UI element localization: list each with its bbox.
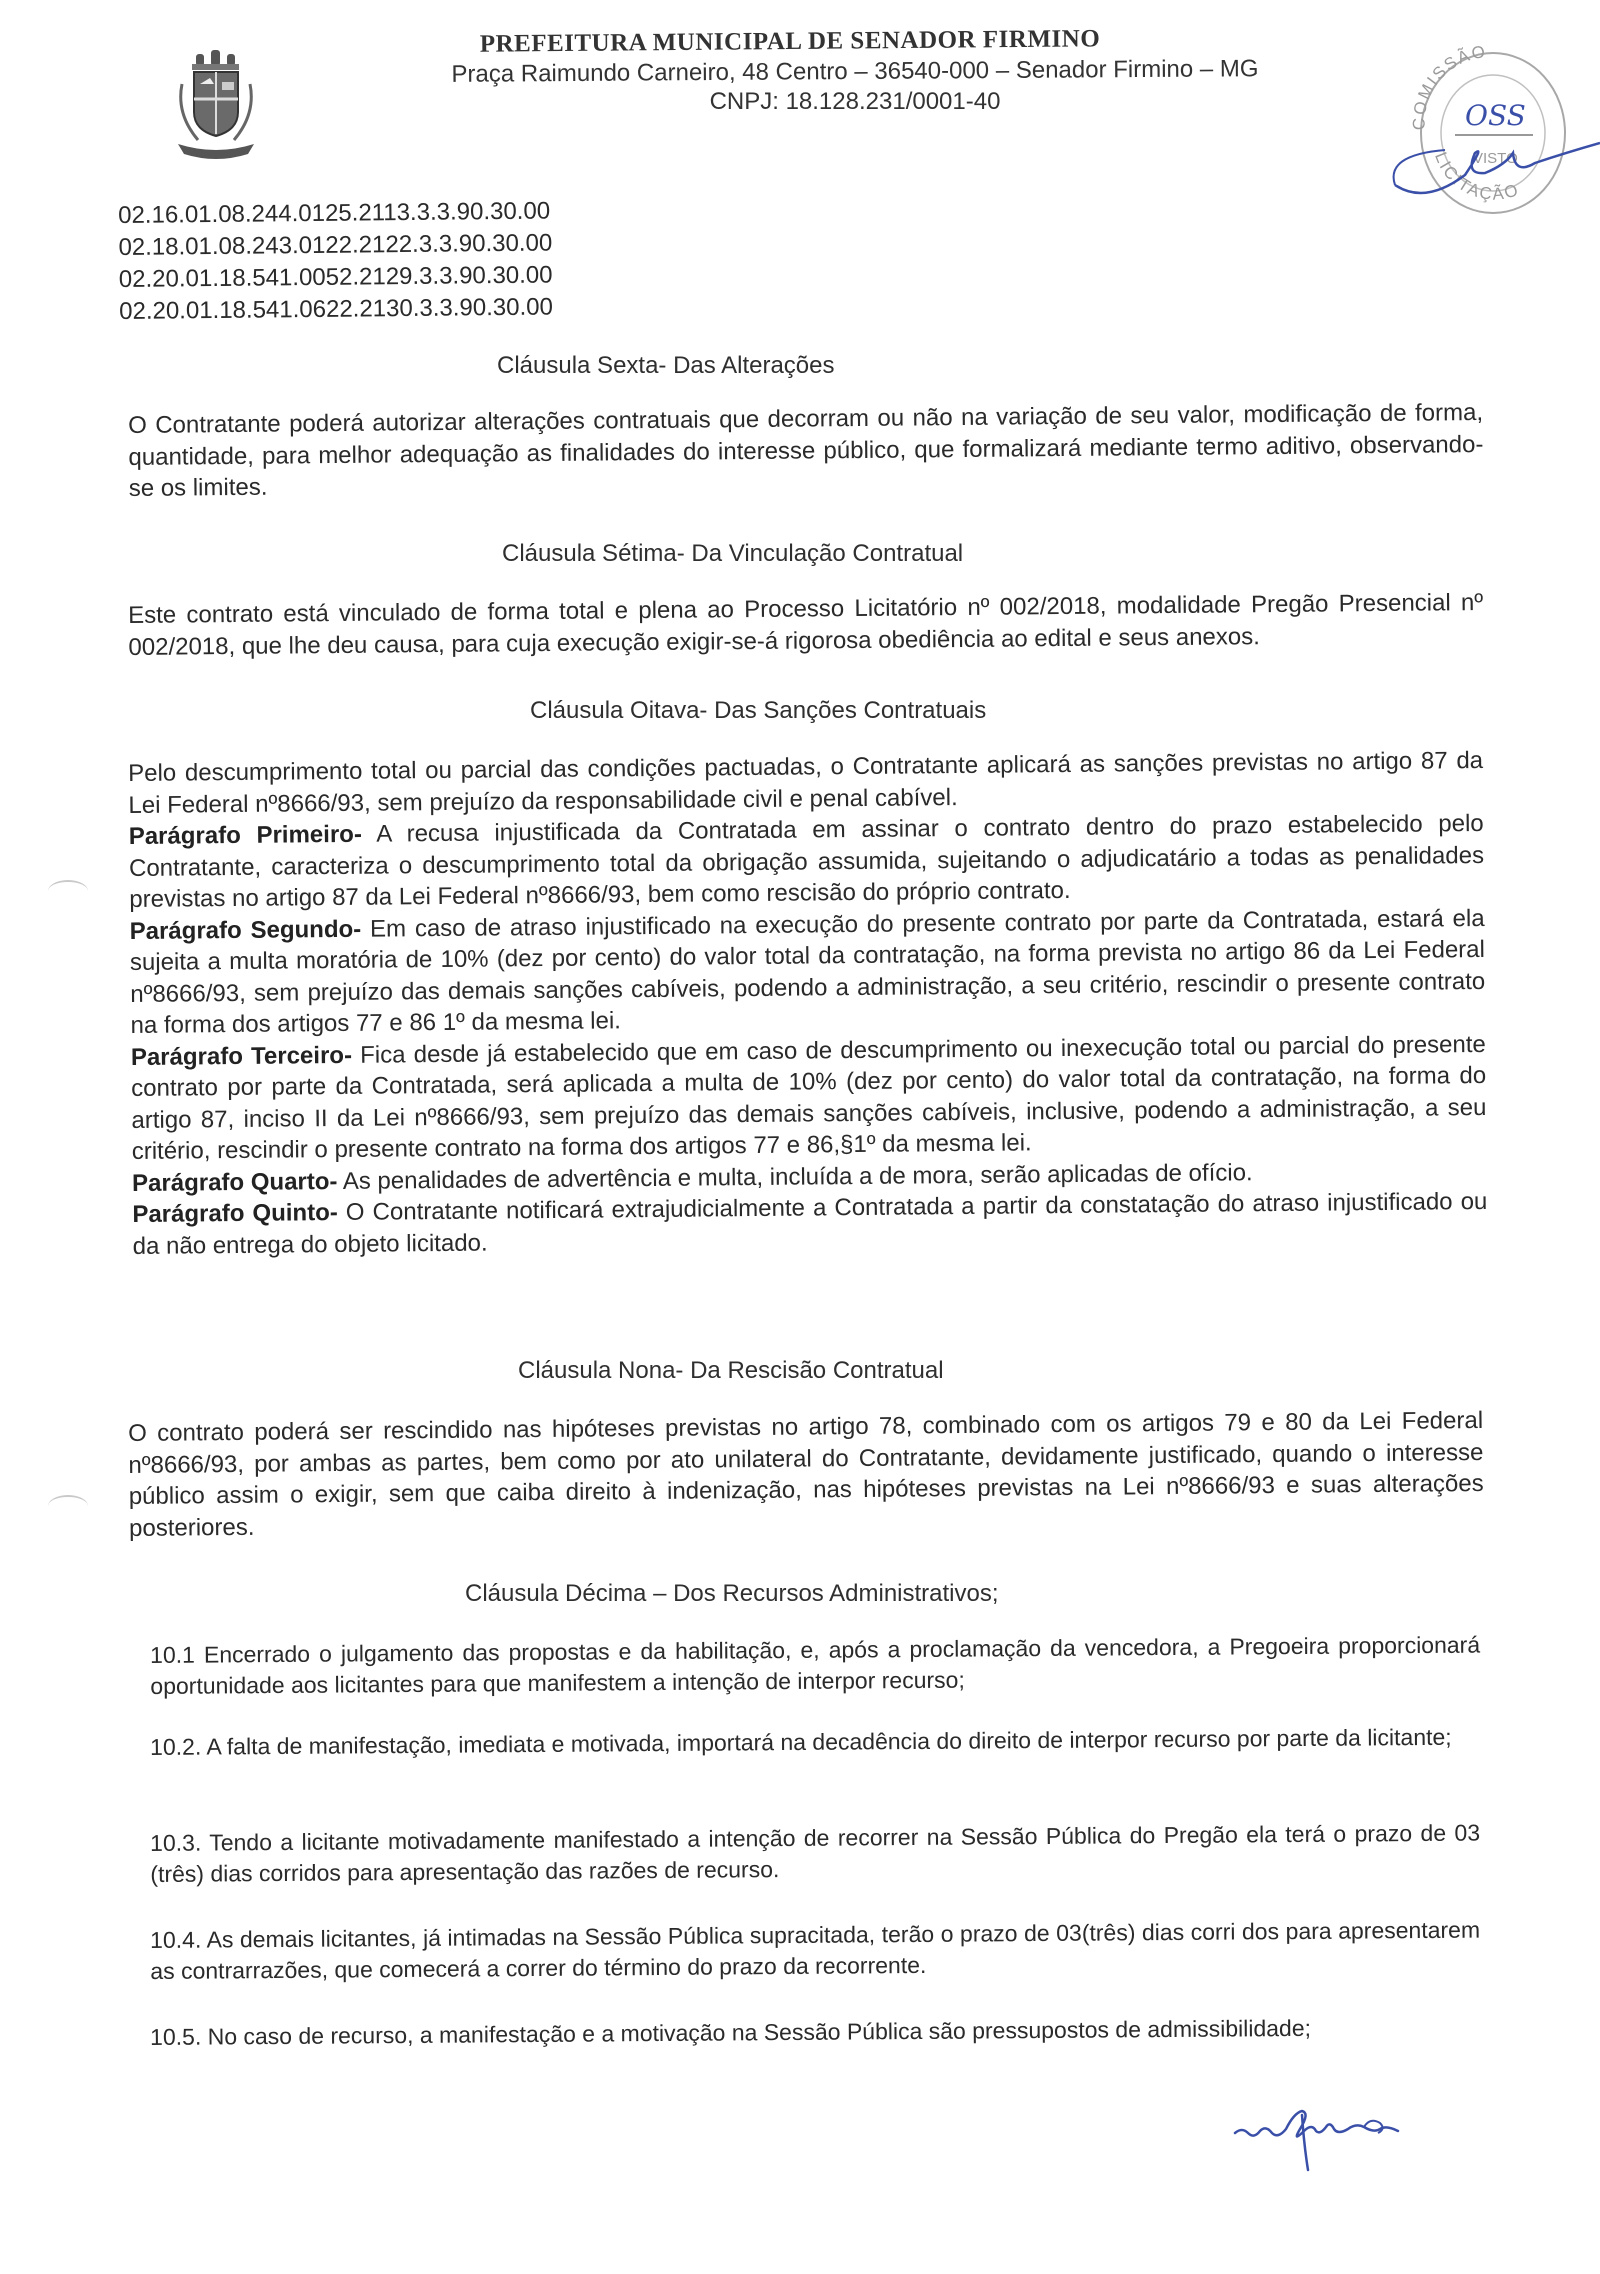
punch-hole-mark — [48, 1495, 88, 1517]
paragraph-segundo: Parágrafo Segundo- Em caso de atraso injustificado na execução do presente contrato por parte da Contratada, estará ela sujeita a multa moratória de 10% (dez por cento) do valor total da contratação, na forma prevista no artigo 86 da Lei Federal nº8666/93, sem prejuízo das demais sanções cabíveis, podendo a administração, a seu critério, rescindir o presente contrato na forma dos artigos 77 e 86 1º da mesma lei. — [129, 904, 1486, 1039]
municipality-cnpj: CNPJ: 18.128.231/0001-40 — [709, 88, 1001, 115]
budget-code: 02.20.01.18.541.0052.2129.3.3.90.30.00 — [118, 261, 553, 293]
paragraph-quarto: Parágrafo Quarto- As penalidades de advertência e multa, incluída a de mora, serão aplicadas de ofício. — [131, 1158, 1253, 1197]
budget-codes — [118, 195, 553, 328]
commission-stamp — [1385, 35, 1600, 220]
clause-10-item: 10.2. A falta de manifestação, imediata e motivada, importará na decadência do direito de interpor recurso por parte da licitante; — [150, 1723, 1452, 1760]
paragraph-label: Parágrafo Segundo- — [129, 915, 362, 945]
clause-6-text: O Contratante poderá autorizar alterações contratuais que decorram ou não na variação de seu valor, modificação de forma, quantidade, para melhor adequação as finalidades do interesse público, que formalizará mediante termo aditivo, observando-se os limites. — [128, 398, 1484, 502]
stamp-top-text: COMISSÃO — [1409, 41, 1489, 131]
stamp-bottom-text: LICITAÇÃO — [1431, 149, 1523, 204]
letterhead — [380, 25, 1330, 116]
clause-10-item: 10.4. As demais licitantes, já intimadas na Sessão Pública supracitada, terão o prazo de 03(três) dias corri dos para apresentarem as contrarrazões, que comecerá a correr do término do prazo da recorrente. — [150, 1916, 1481, 1984]
clause-10-item: 10.1 Encerrado o julgamento das propostas e da habilitação, e, após a proclamação da vencedora, a Pregoeira proporcionará oportunidade aos licitantes para que manifestem a intenção de interpor recurso; — [150, 1631, 1481, 1699]
clause-8-title: Cláusula Oitava- Das Sanções Contratuais — [530, 697, 987, 724]
clause-6-title: Cláusula Sexta- Das Alterações — [497, 352, 835, 379]
clause-10-title: Cláusula Décima – Dos Recursos Administrativos; — [465, 1580, 999, 1607]
municipality-address: Praça Raimundo Carneiro, 48 Centro – 36540-000 – Senador Firmino – MG — [451, 55, 1259, 88]
coat-of-arms-icon — [168, 44, 263, 164]
clause-10-item: 10.3. Tendo a licitante motivadamente manifestado a intenção de recorrer na Sessão Pública do Pregão ela terá o prazo de 03 (três) dias corridos para apresentação das razões de recurso. — [150, 1819, 1481, 1887]
paragraph-primeiro: Parágrafo Primeiro- A recusa injustificada da Contratada em assinar o contrato dentro do prazo estabelecido pelo Contratante, caracteriza o descumprimento total da obrigação assumida, sujeitando o adjudicatário a todas as penalidades previstas no artigo 87 da Lei Federal nº8666/93, bem como rescisão do próprio contrato. — [128, 809, 1485, 913]
stamp-middle-text: VISTO — [1473, 150, 1518, 167]
clause-8-intro: Pelo descumprimento total ou parcial das condições pactuadas, o Contratante aplicará as sanções previstas no artigo 87 da Lei Federal nº8666/93, sem prejuízo da responsabilidade civil e penal cabível. — [128, 746, 1484, 819]
clause-9-title: Cláusula Nona- Da Rescisão Contratual — [518, 1357, 944, 1384]
clause-10-item: 10.5. No caso de recurso, a manifestação e a motivação na Sessão Pública são pressupostos de admissibilidade; — [150, 2014, 1312, 2050]
clause-7-text: Este contrato está vinculado de forma total e plena ao Processo Licitatório nº 002/2018, modalidade Pregão Presencial nº 002/2018, que lhe deu causa, para cuja execução exigir-se-á rigorosa obediência ao edital e seus anexos. — [128, 588, 1484, 661]
clause-9-text: O contrato poderá ser rescindido nas hipóteses previstas no artigo 78, combinado com os artigos 79 e 80 da Lei Federal nº8666/93, por ambas as partes, bem como por ato unilateral do Contratante, devidamente justificado, quando o interesse público assim o exigir, sem que caiba direito à indenização, nas hipóteses previstas na Lei nº8666/93 e suas alterações posteriores. — [128, 1406, 1484, 1542]
paragraph-label: Parágrafo Terceiro- — [130, 1041, 353, 1071]
budget-code: 02.16.01.08.244.0125.2113.3.3.90.30.00 — [118, 197, 551, 229]
paragraph-quinto: Parágrafo Quinto- O Contratante notificará extrajudicialmente a Contratada a partir da constatação do atraso injustificado ou da não entrega do objeto licitado. — [132, 1187, 1488, 1260]
paragraph-terceiro: Parágrafo Terceiro- Fica desde já estabelecido que em caso de descumprimento ou inexecução total ou parcial do presente contrato por parte da Contratada, será aplicada a multa de 10% (dez por cento) do valor total da contratação, na forma do artigo 87, inciso II da Lei nº8666/93, sem prejuízo das demais sanções cabíveis, inclusive, podendo a administração, a seu critério, rescindir o presente contrato na forma dos artigos 77 e 86,§1º da mesma lei. — [130, 1030, 1487, 1165]
paragraph-label: Parágrafo Quarto- — [131, 1167, 338, 1197]
budget-code: 02.18.01.08.243.0122.2122.3.3.90.30.00 — [118, 229, 553, 261]
budget-code: 02.20.01.18.541.0622.2130.3.3.90.30.00 — [119, 293, 554, 325]
municipality-title: PREFEITURA MUNICIPAL DE SENADOR FIRMINO — [479, 25, 1101, 58]
stamp-handwritten: OSS — [1465, 99, 1526, 132]
paragraph-label: Parágrafo Quinto- — [132, 1199, 338, 1228]
clause-7-title: Cláusula Sétima- Da Vinculação Contratual — [502, 540, 964, 567]
clause-8-body — [128, 745, 1488, 1262]
signature-rubric — [1230, 2085, 1430, 2175]
paragraph-label: Parágrafo Primeiro- — [128, 820, 362, 850]
punch-hole-mark — [48, 880, 88, 902]
